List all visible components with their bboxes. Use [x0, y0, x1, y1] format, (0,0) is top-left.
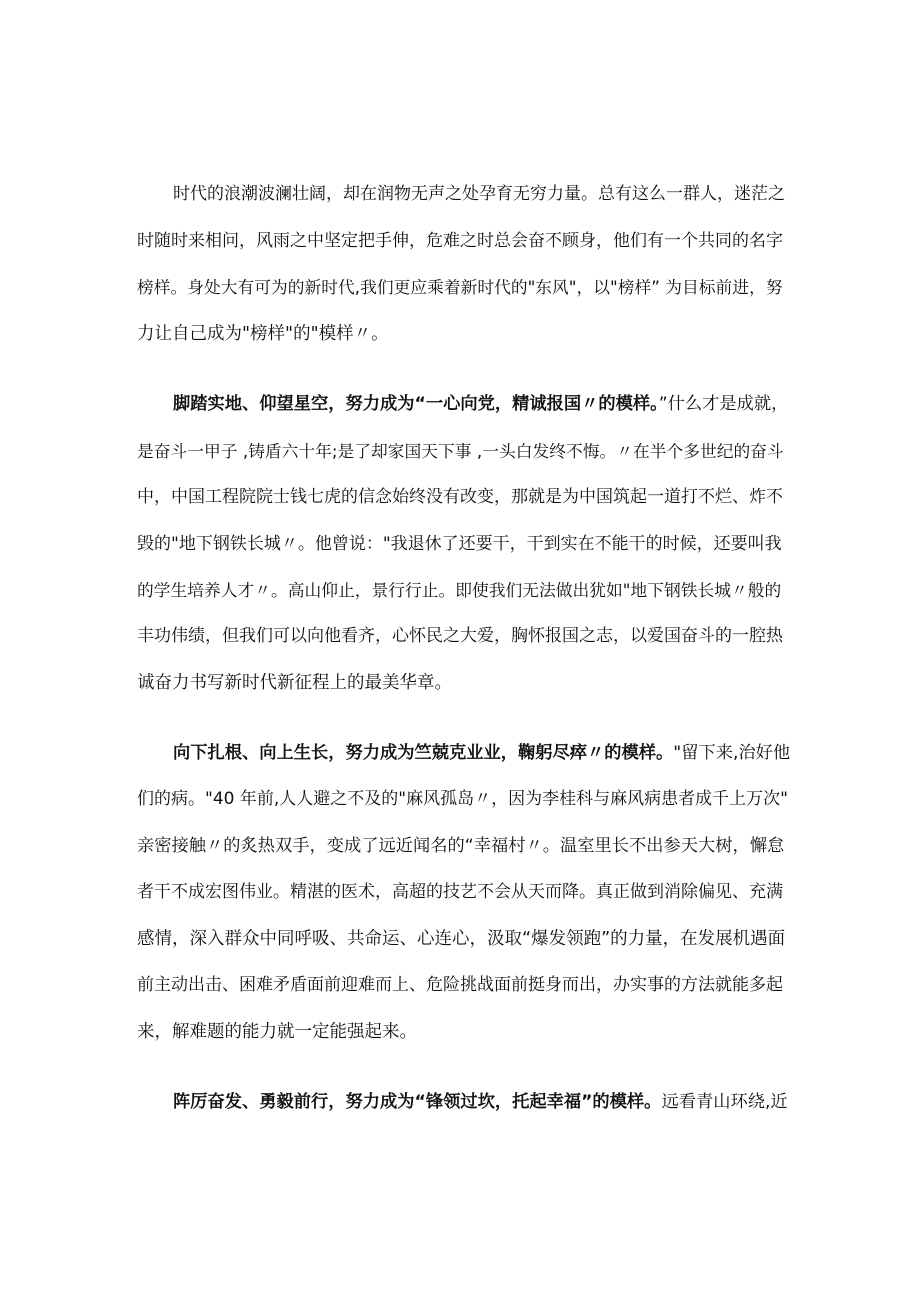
paragraph-2-line-6 [137, 624, 783, 648]
paragraph-3-line-1 [173, 741, 790, 765]
text-run: 的学生培养人才〃。高山仰止，景行行止。即使我们无法做出犹如"地下钢铁长城〃般的 [137, 580, 782, 600]
text-run: 感情，深入群众中同呼吸、共命运、心连心，汲取“爆发领跑”的力量，在发展机遇面 [137, 929, 786, 949]
paragraph-3-line-7 [137, 1020, 417, 1044]
paragraph-1-line-3 [137, 275, 782, 299]
text-run: 远看青山环绕,近 [661, 1092, 788, 1112]
text-run: 毁的"地下钢铁长城〃。他曾说："我退休了还要干，干到实在不能干的时候，还要叫我 [137, 534, 782, 554]
text-run: ”什么才是成就， [658, 394, 789, 414]
text-run: "留下来,治好他 [673, 743, 791, 763]
text-run: 时随时来相问，风雨之中坚定把手伸，危难之时总会奋不顾身，他们有一个共同的名字 [137, 231, 783, 251]
paragraph-3-line-3 [137, 834, 784, 858]
paragraph-2-line-3 [137, 485, 783, 509]
paragraph-1-line-2 [137, 229, 783, 253]
text-run: 诚奋力书写新时代新征程上的最美华章。 [137, 673, 452, 693]
paragraph-2-line-5 [137, 578, 781, 602]
paragraph-2-line-7 [137, 671, 452, 695]
text-run: 们的病。"40 年前,人人避之不及的"麻风孤岛〃，因为李桂科与麻风病患者成千上万次" [137, 789, 788, 809]
text-run: 时代的浪潮波澜壮阔，却在润物无声之处孕育无穷力量。总有这么一群人，迷茫之 [173, 184, 785, 204]
paragraph-3-line-2 [137, 787, 788, 811]
text-run: 亲密接触〃的炙热双手，变成了远近闻名的“幸福村〃。温室里长不出参天大树，懈怠 [137, 836, 785, 856]
paragraph-3-line-5 [137, 927, 785, 951]
text-run: 中，中国工程院院士钱七虎的信念始终没有改变，那就是为中国筑起一道打不烂、炸不 [137, 487, 783, 507]
paragraph-2-heading: 脚踏实地、仰望星空，努力成为“一心向党，精诚报国〃的模样。 [173, 394, 659, 414]
text-run: 力让自己成为"榜样"的"模样〃。 [137, 324, 389, 344]
paragraph-4-line-1 [173, 1090, 788, 1114]
text-run: 榜样。身处大有可为的新时代,我们更应乘着新时代的"东风"，以"榜样” 为目标前进，努 [137, 277, 783, 297]
paragraph-2-line-2 [137, 439, 784, 463]
paragraph-2-line-4 [137, 532, 782, 556]
paragraph-3-line-6 [137, 973, 783, 997]
paragraph-2-line-1 [173, 392, 788, 416]
paragraph-1-line-1 [173, 182, 785, 206]
text-run: 前主动出击、困难矛盾面前迎难而上、危险挑战面前挺身而出，办实事的方法就能多起 [137, 975, 783, 995]
paragraph-3-heading: 向下扎根、向上生长，努力成为竺兢克业业，鞠躬尽瘁〃的模样。 [173, 743, 674, 763]
paragraph-3-line-4 [137, 880, 783, 904]
text-run: 丰功伟绩，但我们可以向他看齐，心怀民之大爱，胸怀报国之志，以爱国奋斗的一腔热 [137, 626, 783, 646]
paragraph-4-heading: 阵厉奋发、勇毅前行，努力成为“锋领过坎，托起幸福”的模样。 [173, 1092, 662, 1112]
text-run: 是奋斗一甲子 ,铸盾六十年;是了却家国天下事 ,一头白发终不悔。〃在半个多世纪的奋斗 [137, 441, 784, 461]
paragraph-1-line-4 [137, 322, 389, 346]
text-run: 来，解难题的能力就一定能强起来。 [137, 1022, 417, 1042]
text-run: 者干不成宏图伟业。精湛的医术，高超的技艺不会从天而降。真正做到消除偏见、充满 [137, 882, 783, 902]
